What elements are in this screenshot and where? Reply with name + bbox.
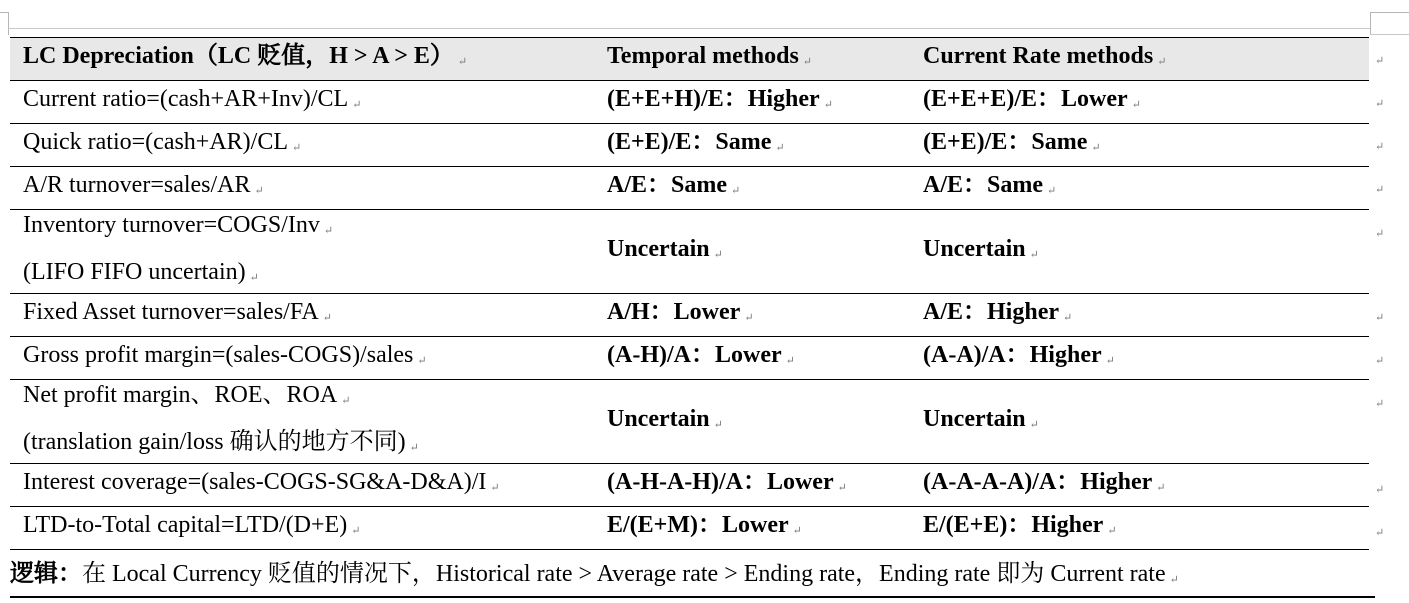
paragraph-mark-icon: ↵	[322, 312, 332, 324]
paragraph-mark-icon: ↵	[417, 355, 427, 367]
page-margin-rule-right	[1370, 34, 1409, 35]
temporal-cell[interactable]: E/(E+M)：Lower ↵	[602, 507, 918, 550]
end-of-row-icon: ↵	[1375, 355, 1385, 367]
paragraph-mark-icon: ↵	[785, 355, 795, 367]
end-of-row-icon: ↵	[1375, 527, 1385, 539]
paragraph-mark-icon: ↵	[1105, 355, 1115, 367]
end-of-row-icon: ↵	[1375, 484, 1385, 496]
temporal-cell[interactable]: A/H：Lower ↵	[602, 294, 918, 337]
ratio-name-cell[interactable]: LTD-to-Total capital=LTD/(D+E) ↵	[10, 507, 602, 550]
paragraph-mark-icon: ↵	[744, 312, 754, 324]
table-row	[10, 380, 1369, 464]
table-header-row	[10, 38, 1369, 81]
logic-note-text: 在 Local Currency 贬值的情况下，Historical rate > Average rate > Ending rate，Ending rate 即为 Current rate	[82, 561, 1166, 587]
page-corner-mark-right	[1370, 12, 1409, 35]
paragraph-mark-icon: ↵	[731, 185, 741, 197]
paragraph-mark-icon: ↵	[490, 482, 500, 494]
current-rate-cell[interactable]: (E+E+E)/E：Lower ↵	[918, 81, 1369, 124]
paragraph-mark-icon: ↵	[837, 482, 847, 494]
paragraph-mark-icon: ↵	[341, 395, 351, 407]
paragraph-mark-icon: ↵	[352, 99, 362, 111]
table-row	[10, 294, 1369, 337]
temporal-cell[interactable]: (E+E)/E：Same ↵	[602, 124, 918, 167]
current-rate-cell[interactable]: E/(E+E)：Higher ↵	[918, 507, 1369, 550]
table-row	[10, 337, 1369, 380]
current-rate-cell[interactable]: Uncertain ↵	[918, 210, 1369, 294]
temporal-cell[interactable]: (A-H-A-H)/A：Lower ↵	[602, 464, 918, 507]
table-row	[10, 81, 1369, 124]
end-of-row-icon: ↵	[1375, 184, 1385, 196]
end-of-row-icon: ↵	[1375, 98, 1385, 110]
paragraph-mark-icon: ↵	[823, 99, 833, 111]
paragraph-mark-icon: ↵	[292, 142, 302, 154]
current-rate-cell[interactable]: (A-A-A-A)/A：Higher ↵	[918, 464, 1369, 507]
paragraph-mark-icon: ↵	[1169, 574, 1179, 586]
page-corner-mark-left	[0, 12, 9, 35]
paragraph-mark-icon: ↵	[1029, 418, 1039, 431]
ratio-name-cell[interactable]: Quick ratio=(cash+AR)/CL ↵	[10, 124, 602, 167]
bottom-rule	[10, 596, 1375, 598]
paragraph-mark-icon: ↵	[351, 525, 361, 537]
end-of-row-icon: ↵	[1375, 398, 1385, 410]
current-rate-cell[interactable]: A/E：Same ↵	[918, 167, 1369, 210]
ratio-name-cell[interactable]: Fixed Asset turnover=sales/FA ↵	[10, 294, 602, 337]
paragraph-mark-icon: ↵	[1029, 248, 1039, 261]
paragraph-mark-icon: ↵	[1107, 525, 1117, 537]
table-row	[10, 124, 1369, 167]
paragraph-mark-icon: ↵	[802, 56, 813, 68]
ratio-comparison-table	[10, 37, 1369, 550]
page-margin-rule	[8, 28, 1370, 29]
ratio-name-cell[interactable]: Net profit margin、ROE、ROA ↵ (translation gain/loss 确认的地方不同) ↵	[10, 380, 602, 464]
end-of-row-icon: ↵	[1375, 55, 1385, 67]
table-row	[10, 167, 1369, 210]
paragraph-mark-icon: ↵	[254, 185, 264, 197]
header-temporal-methods[interactable]: Temporal methods ↵	[602, 38, 918, 81]
table-row	[10, 464, 1369, 507]
ratio-name-cell[interactable]: Inventory turnover=COGS/Inv ↵ (LIFO FIFO uncertain) ↵	[10, 210, 602, 294]
header-lc-depreciation[interactable]: LC Depreciation（LC 贬值，H > A > E） ↵	[10, 38, 602, 81]
current-rate-cell[interactable]: (E+E)/E：Same ↵	[918, 124, 1369, 167]
paragraph-mark-icon: ↵	[1157, 56, 1167, 68]
paragraph-mark-icon: ↵	[713, 418, 723, 431]
temporal-cell[interactable]: (E+E+H)/E：Higher ↵	[602, 81, 918, 124]
paragraph-mark-icon: ↵	[1156, 482, 1166, 494]
logic-note[interactable]	[10, 557, 1375, 597]
temporal-cell[interactable]: Uncertain ↵	[602, 380, 918, 464]
paragraph-mark-icon: ↵	[249, 272, 259, 284]
temporal-cell[interactable]: Uncertain ↵	[602, 210, 918, 294]
paragraph-mark-icon: ↵	[1063, 312, 1073, 324]
paragraph-mark-icon: ↵	[457, 56, 468, 68]
paragraph-mark-icon: ↵	[713, 248, 723, 261]
temporal-cell[interactable]: (A-H)/A：Lower ↵	[602, 337, 918, 380]
current-rate-cell[interactable]: Uncertain ↵	[918, 380, 1369, 464]
ratio-name-cell[interactable]: A/R turnover=sales/AR ↵	[10, 167, 602, 210]
logic-note-lead: 逻辑：	[10, 561, 82, 587]
paragraph-mark-icon: ↵	[1047, 185, 1057, 197]
current-rate-cell[interactable]: A/E：Higher ↵	[918, 294, 1369, 337]
paragraph-mark-icon: ↵	[409, 442, 419, 454]
paragraph-mark-icon: ↵	[1131, 99, 1141, 111]
header-current-rate-methods[interactable]: Current Rate methods ↵	[918, 38, 1369, 81]
ratio-name-cell[interactable]: Gross profit margin=(sales-COGS)/sales ↵	[10, 337, 602, 380]
paragraph-mark-icon: ↵	[323, 225, 334, 237]
end-of-row-icon: ↵	[1375, 228, 1385, 240]
end-of-row-icon: ↵	[1375, 312, 1385, 324]
ratio-name-cell[interactable]: Current ratio=(cash+AR+Inv)/CL ↵	[10, 81, 602, 124]
ratio-name-cell[interactable]: Interest coverage=(sales-COGS-SG&A-D&A)/I ↵	[10, 464, 602, 507]
table-row	[10, 507, 1369, 550]
temporal-cell[interactable]: A/E：Same ↵	[602, 167, 918, 210]
end-of-row-icon: ↵	[1375, 141, 1385, 153]
current-rate-cell[interactable]: (A-A)/A：Higher ↵	[918, 337, 1369, 380]
paragraph-mark-icon: ↵	[1091, 142, 1101, 154]
table-row	[10, 210, 1369, 294]
paragraph-mark-icon: ↵	[775, 142, 785, 154]
paragraph-mark-icon: ↵	[792, 525, 802, 537]
